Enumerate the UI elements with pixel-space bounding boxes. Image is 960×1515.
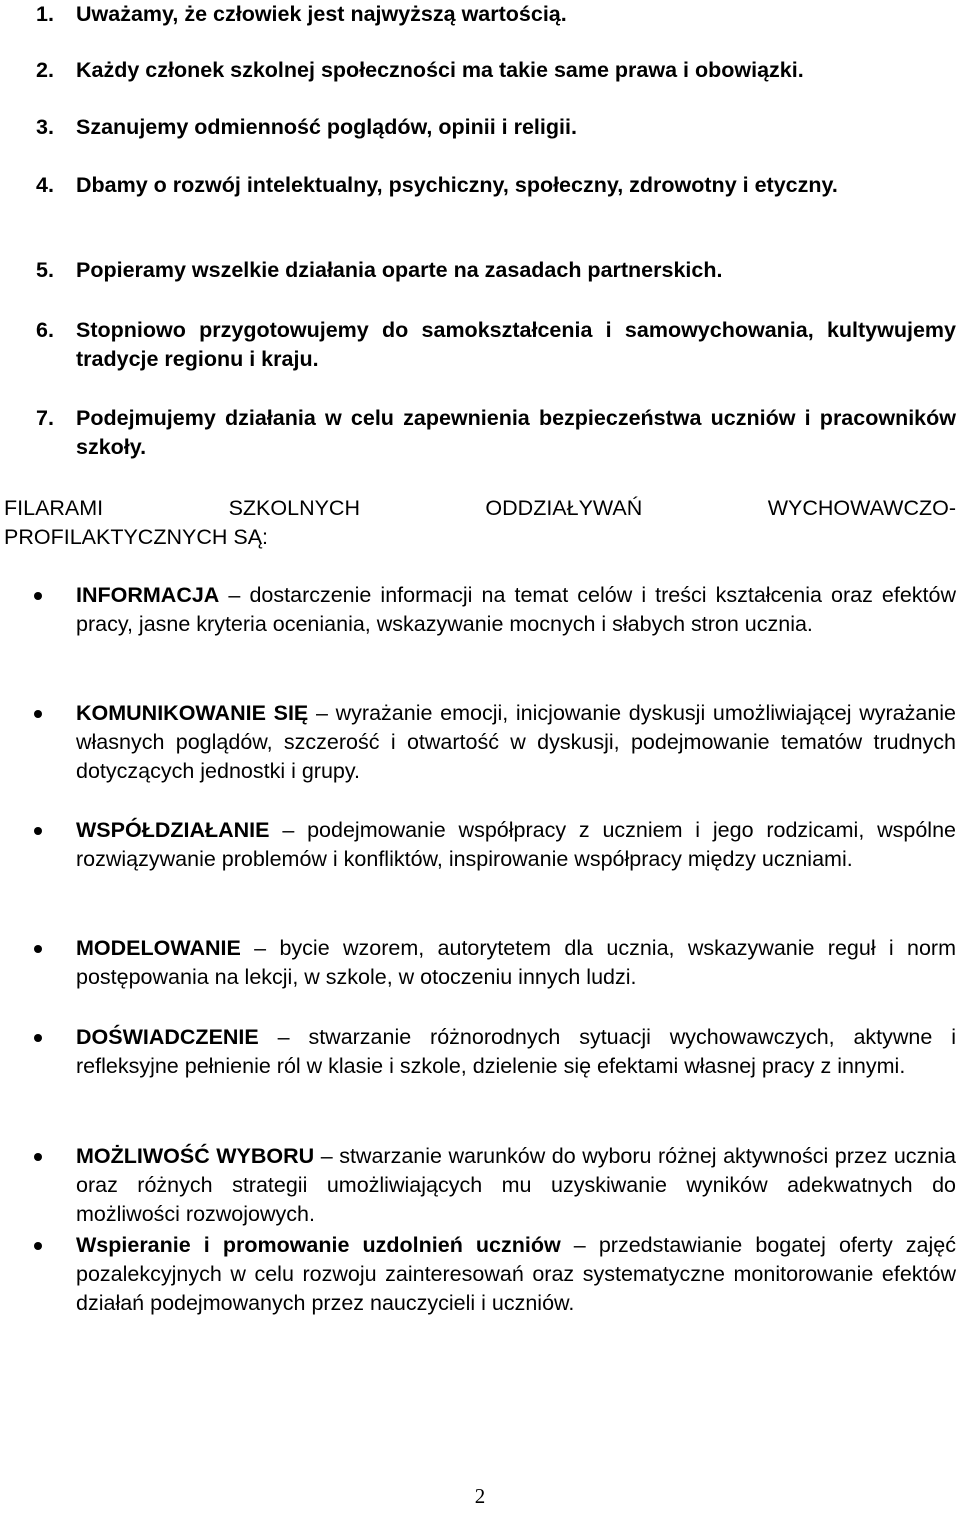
list-item: [36, 0, 956, 29]
list-text: Uważamy, że człowiek jest najwyższą wartością.: [76, 2, 567, 26]
pillar-term: INFORMACJA: [76, 583, 220, 607]
bullet-icon: [34, 1153, 42, 1161]
section-heading: [4, 494, 956, 552]
dash: –: [228, 583, 241, 607]
bullet-icon: [34, 592, 42, 600]
dash: –: [282, 818, 295, 842]
list-item: [36, 404, 956, 462]
pillar-item: [76, 934, 956, 992]
pillar-term: MODELOWANIE: [76, 936, 241, 960]
list-number: 3.: [36, 115, 54, 139]
dash: –: [573, 1233, 586, 1257]
list-text: Szanujemy odmienność poglądów, opinii i religii.: [76, 115, 577, 139]
pillar-description: dostarczenie informacji na temat celów i treści kształcenia oraz efektów pracy, jasne kryteria oceniania, wskazywanie mocnych i słabych stron ucznia.: [76, 583, 957, 636]
pillar-description: podejmowanie współpracy z uczniem i jego rodzicami, wspólne rozwiązywanie problemów i konfliktów, inspirowanie współpracy między uczniami.: [76, 818, 956, 871]
pillar-description: wyrażanie emocji, inicjowanie dyskusji umożliwiającej wyrażanie własnych poglądów, szczerość i otwartość w dyskusji, podejmowanie tematów trudnych dotyczących jednostki i grupy.: [76, 701, 957, 783]
pillar-term: KOMUNIKOWANIE SIĘ: [76, 701, 309, 725]
list-text: Stopniowo przygotowujemy do samokształcenia i samowychowania, kultywujemy tradycje regionu i kraju.: [76, 318, 956, 371]
pillar-description: stwarzanie różnorodnych sytuacji wychowawczych, aktywne i refleksyjne pełnienie ról w klasie i szkole, dzielenie się efektami własnej pracy z innymi.: [76, 1025, 956, 1078]
list-text: Dbamy o rozwój intelektualny, psychiczny, społeczny, zdrowotny i etyczny.: [76, 173, 838, 197]
bullet-icon: [34, 1242, 42, 1250]
list-item: [36, 113, 956, 142]
list-text: Popieramy wszelkie działania oparte na zasadach partnerskich.: [76, 258, 723, 282]
bullet-icon: [34, 827, 42, 835]
list-item: [36, 171, 956, 200]
list-item: [36, 56, 956, 85]
pillar-term: MOŻLIWOŚĆ WYBORU: [76, 1144, 315, 1168]
list-number: 6.: [36, 318, 54, 342]
list-item: [36, 316, 956, 374]
dash: –: [254, 936, 267, 960]
list-text: Każdy członek szkolnej społeczności ma takie same prawa i obowiązki.: [76, 58, 804, 82]
page-number: 2: [474, 1484, 486, 1508]
pillar-description: przedstawianie bogatej oferty zajęć pozalekcyjnych w celu rozwoju zainteresowań oraz systematyczne monitorowanie efektów działań podejmowanych przez nauczycieli i uczniów.: [76, 1233, 956, 1315]
list-text: Podejmujemy działania w celu zapewnienia bezpieczeństwa uczniów i pracowników szkoły.: [76, 406, 956, 459]
dash: –: [315, 701, 328, 725]
heading-line-1: FILARAMI SZKOLNYCH ODDZIAŁYWAŃ WYCHOWAWCZO-: [4, 496, 956, 520]
list-item: [36, 256, 956, 285]
pillar-item: [76, 581, 956, 639]
pillar-term: DOŚWIADCZENIE: [76, 1025, 259, 1049]
list-number: 4.: [36, 173, 54, 197]
pillar-item: [76, 816, 956, 874]
list-number: 1.: [36, 2, 54, 26]
pillar-item: [76, 699, 956, 786]
pillar-description: bycie wzorem, autorytetem dla ucznia, wskazywanie reguł i norm postępowania na lekcji, w szkole, w otoczeniu innych ludzi.: [76, 936, 956, 989]
heading-line-2: PROFILAKTYCZNYCH SĄ:: [4, 525, 269, 549]
list-number: 7.: [36, 406, 54, 430]
pillar-item: [76, 1142, 956, 1229]
bullet-icon: [34, 945, 42, 953]
pillar-item: [76, 1231, 956, 1318]
pillar-term: WSPÓŁDZIAŁANIE: [76, 818, 270, 842]
list-number: 5.: [36, 258, 54, 282]
bullet-icon: [34, 1034, 42, 1042]
list-number: 2.: [36, 58, 54, 82]
pillar-item: [76, 1023, 956, 1081]
pillar-description: stwarzanie warunków do wyboru różnej aktywności przez ucznia oraz różnych strategii umożliwiających mu uzyskiwanie wyników adekwatnych do możliwości rozwojowych.: [76, 1144, 956, 1226]
dash: –: [320, 1144, 333, 1168]
pillar-term: Wspieranie i promowanie uzdolnień uczniów: [76, 1233, 561, 1257]
dash: –: [277, 1025, 290, 1049]
bullet-icon: [34, 710, 42, 718]
